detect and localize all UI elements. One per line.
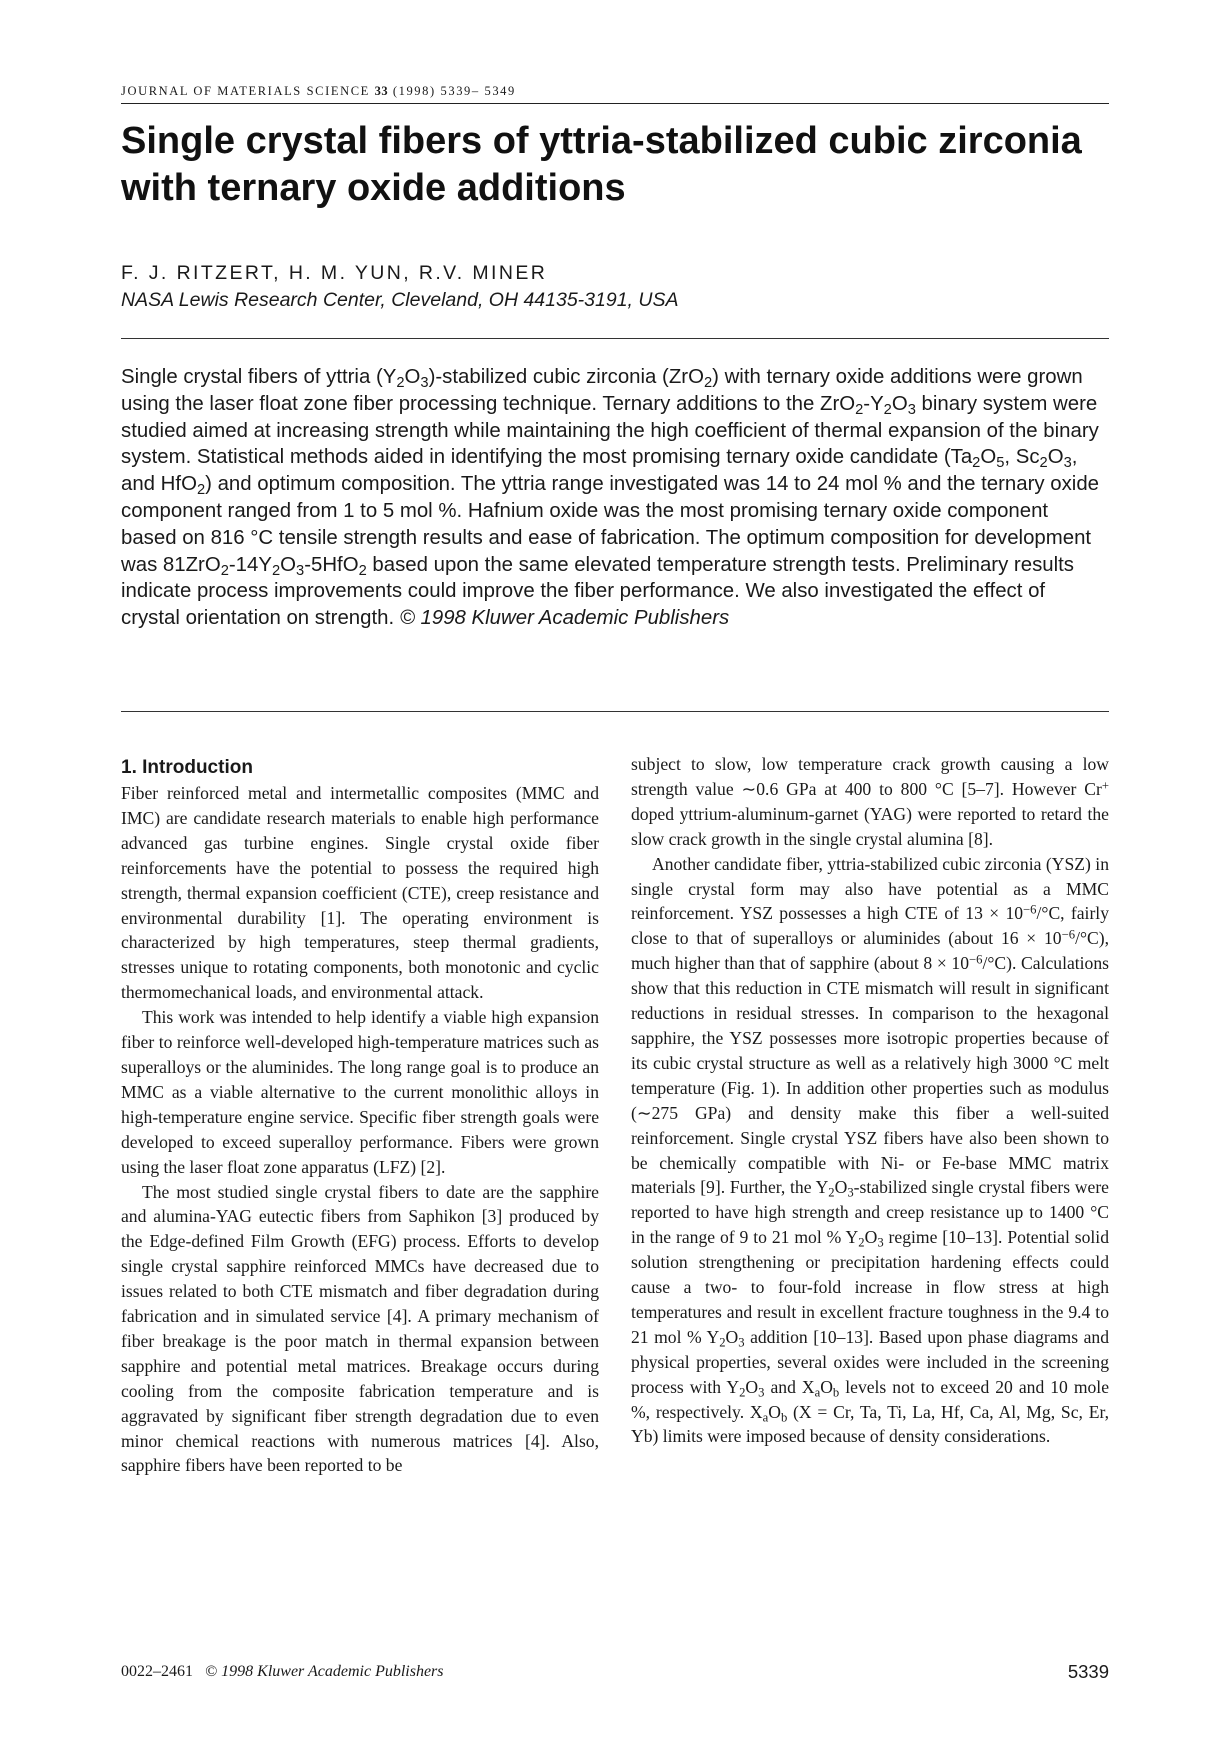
intro-paragraph-4: Another candidate fiber, yttria-stabilized cubic zirconia (YSZ) in single crystal form may also have potential as a MMC reinforcement. YSZ possesses a high CTE of $13 \times 10^{-6}/^\circ C$, fairly close to that of superalloys or aluminides (about $16 \times 10^{-6}/^\circ C$), much higher than that of sapphire (about $8 \times 10^{-6}/^\circ C$). Calculations show that this reduction in CTE mismatch will result in significant reductions in residual stresses. In comparison to the hexagonal sapphire, the YSZ possesses more isotropic properties because of its cubic crystal structure as well as a relatively high 3000 °C melt temperature (Fig. 1). In addition other properties such as modulus (∼275 GPa) and density make this fiber a well-suited reinforcement. Single crystal YSZ fibers have also been shown to be chemically compatible with Ni- or Fe-base MMC matrix materials [9]. Further, the $Y_2O_3$-stabilized single crystal fibers were reported to have high strength and creep resistance up to 1400 °C in the range of 9 to 21 mol % $Y_2O_3$ regime [10–13]. Potential solid solution strengthening or precipitation hardening effects could cause a two- to four-fold increase in flow stress at high temperatures and result in excellent fracture toughness in the 9.4 to 21 mol % $Y_2O_3$ addition [10–13]. Based upon phase diagrams and physical properties, several oxides were included in the screening process with $Y_2O_3$ and $X_aO_b$ levels not to exceed 20 and 10 mole %, respectively. $X_aO_b$ (X = Cr, Ta, Ti, La, Hf, Ca, Al, Mg, Sc, Er, Yb) limits were imposed because of density considerations. [631,853,1110,1447]
paper-title: Single crystal fibers of yttria-stabilized cubic zirconia with ternary oxide additions [121,120,1082,209]
right-column [631,752,1109,1449]
journal-volume: 33 [374,84,389,98]
footer-issn-copyright: 0022–2461 © 1998 Kluwer Academic Publishers [121,1663,444,1680]
page-number: 5339 [1067,1661,1109,1682]
journal-name: JOURNAL OF MATERIALS SCIENCE [121,84,370,98]
header-rule [121,103,1109,104]
left-column [121,755,599,1478]
abstract-copyright: © 1998 Kluwer Academic Publishers [399,607,730,630]
section-heading-introduction: 1. Introduction [121,757,253,778]
intro-paragraph-1: Fiber reinforced metal and intermetallic composites (MMC and IMC) are candidate research materials to enable high performance advanced gas turbine engines. Single crystal oxide fiber reinforcements have the potential to possess the required high strength, thermal expansion coefficient (CTE), creep resistance and environmental durability [1]. The operating environment is characterized by high temperatures, steep thermal gradients, stresses unique to rotating components, both monotonic and cyclic thermomechanical loads, and environmental attack. [121,783,599,1003]
journal-year-pages: (1998) 5339– 5349 [392,84,516,98]
intro-paragraph-3-continued: subject to slow, low temperature crack growth causing a low strength value ∼0.6 GPa at 400 to 800 °C [5–7]. However Cr+ doped yttrium-aluminum-garnet (YAG) were reported to retard the slow crack growth in the single crystal alumina [8]. [631,754,1109,849]
author-affiliation: NASA Lewis Research Center, Cleveland, OH 44135-3191, USA [121,289,679,311]
abstract: Single crystal fibers of yttria $(Y_2O_3)$-stabilized cubic zirconia (ZrO$_2$) with ternary oxide additions were grown using the laser float zone fiber processing technique. Ternary additions to the $ZrO_2-Y_2O_3$ binary system were studied aimed at increasing strength while maintaining the high coefficient of thermal expansion of the binary system. Statistical methods aided in identifying the most promising ternary oxide candidate ($Ta_2O_5$, $Sc_2O_3$, and HfO$_2$) and optimum composition. The yttria range investigated was 14 to 24 mol % and the ternary oxide component ranged from 1 to 5 mol %. Hafnium oxide was the most promising ternary oxide component based on 816 °C tensile strength results and ease of fabrication. The optimum composition for development was $81ZrO_2-14Y_2O_3-5HfO_2$ based upon the same elevated temperature strength tests. Preliminary results indicate process improvements could improve the fiber performance. We also investigated the effect of crystal orientation on strength. © 1998 Kluwer Academic Publishers [121,366,1100,630]
intro-paragraph-3: The most studied single crystal fibers to date are the sapphire and alumina-YAG eutectic fibers from Saphikon [3] produced by the Edge-defined Film Growth (EFG) process. Efforts to develop single crystal sapphire reinforced MMCs have decreased due to issues related to both CTE mismatch and fiber degradation during fabrication and in simulated service [4]. A primary mechanism of fiber breakage is the poor match in thermal expansion between sapphire and potential metal matrices. Breakage occurs during cooling from the composite fabrication temperature and is aggravated by significant fiber strength degradation due to even minor chemical reactions with numerous matrices [4]. Also, sapphire fibers have been reported to be [121,1181,599,1476]
abstract-top-rule [121,338,1109,339]
intro-paragraph-2: This work was intended to help identify a viable high expansion fiber to reinforce well-developed high-temperature matrices such as superalloys or the aluminides. The long range goal is to produce an MMC as a viable alternative to the current monolithic alloys in high-temperature engine service. Specific fiber strength goals were developed to exceed superalloy performance. Fibers were grown using the laser float zone apparatus (LFZ) [2]. [121,1007,599,1177]
author-list: F. J. RITZERT, H. M. YUN, R.V. MINER [121,262,548,284]
abstract-bottom-rule [121,711,1109,712]
running-head [121,84,516,99]
